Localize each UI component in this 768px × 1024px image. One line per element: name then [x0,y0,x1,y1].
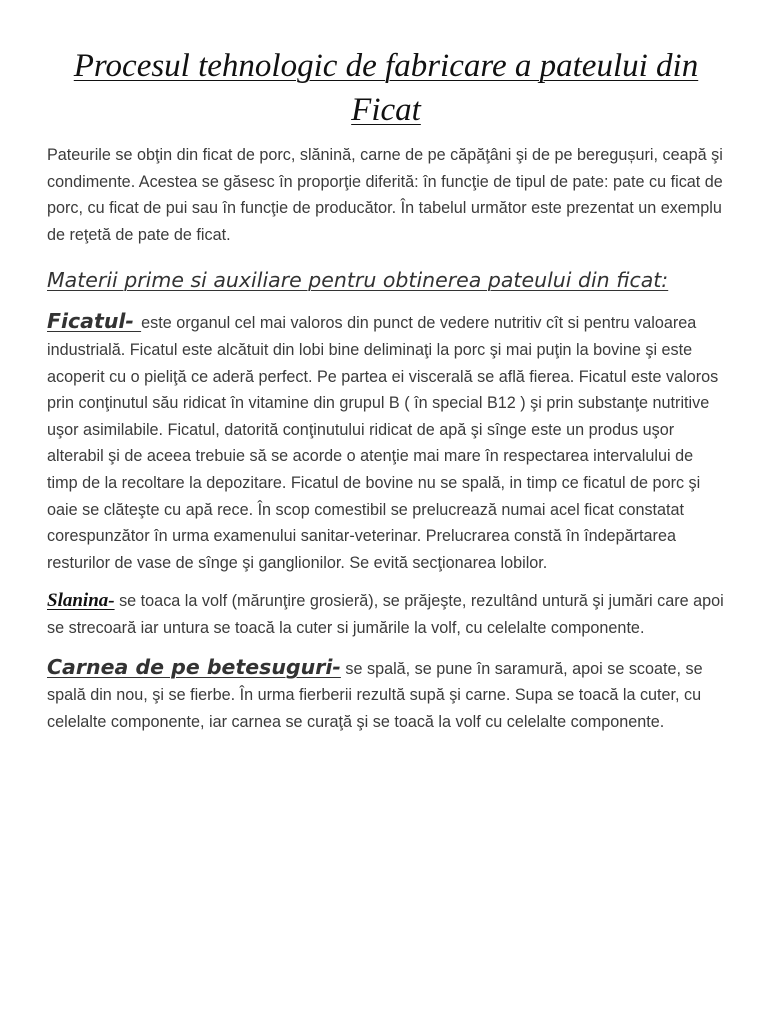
document-title: Procesul tehnologic de fabricare a pateului din Ficat [73,48,699,128]
term-ficatul: Ficatul- [47,309,142,334]
text-carnea: se spală, se pune în saramură, apoi se scoate, se spală din nou, şi se fierbe. În urma fierberii rezultă supă şi carne. Supa se toacă la cuter, cu celelalte componente, iar carnea se curaţă şi se toacă la volf cu celelalte componente. [47,659,703,731]
paragraph-slanina [47,588,725,641]
term-carnea: Carnea de pe betesuguri- [47,654,341,679]
paragraph-ficatul [47,308,725,576]
spacer [47,642,725,654]
section-heading: Materii prime si auxiliare pentru obtinerea pateului din ficat: [47,268,669,293]
term-slanina: Slanina- [47,590,115,612]
text-slanina: se toaca la volf (mărunţire grosieră), se prăjeşte, rezultând untură şi jumări care apoi se strecoară iar untura se toacă la cuter si jumările la volf, cu celelalte componente. [47,592,724,637]
paragraph-carnea [47,654,725,736]
text-ficatul: este organul cel mai valoros din punct de vedere nutritiv cît si pentru valoarea industrială. Ficatul este alcătuit din lobi bine deliminaţi la porc şi mai puţin la bovine şi este acoperit cu o pieliţă ce aderă perfect. Pe partea ei viscerală se află fierea. Ficatul este valoros prin conţinutul său ridicat în vitamine din grupul B ( în special B12 ) şi prin substanţe nutritive uşor asimilabile. Ficatul, datorită conţinutului ridicat de apă şi sînge este un produs uşor alterabil şi de aceea trebuie să se acorde o atenţie mai mare în respectarea intervalului de timp de la recoltare la depozitare. Ficatul de bovine nu se spală, in timp ce ficatul de porc şi oaie se clăteşte cu apă rece. În scop comestibil se prelucrează numai acel ficat constatat corespunzător în urma examenului sanitar-veterinar. Prelucrarea constă în îndepărtarea resturilor de vase de sînge şi ganglionilor. Se evită secţionarea lobilor. [47,314,719,572]
document-page [47,44,725,735]
spacer [47,576,725,588]
intro-paragraph: Pateurile se obţin din ficat de porc, slănină, carne de pe căpăţâni şi de pe beregușuri, ceapă şi condimente. Acestea se găsesc în proporţie diferită: în funcţie de tipul de pate: pate cu ficat de porc, cu ficat de pui sau în funcţie de producător. În tabelul următor este prezentat un exemplu de reţetă de pate de ficat. [47,146,723,244]
